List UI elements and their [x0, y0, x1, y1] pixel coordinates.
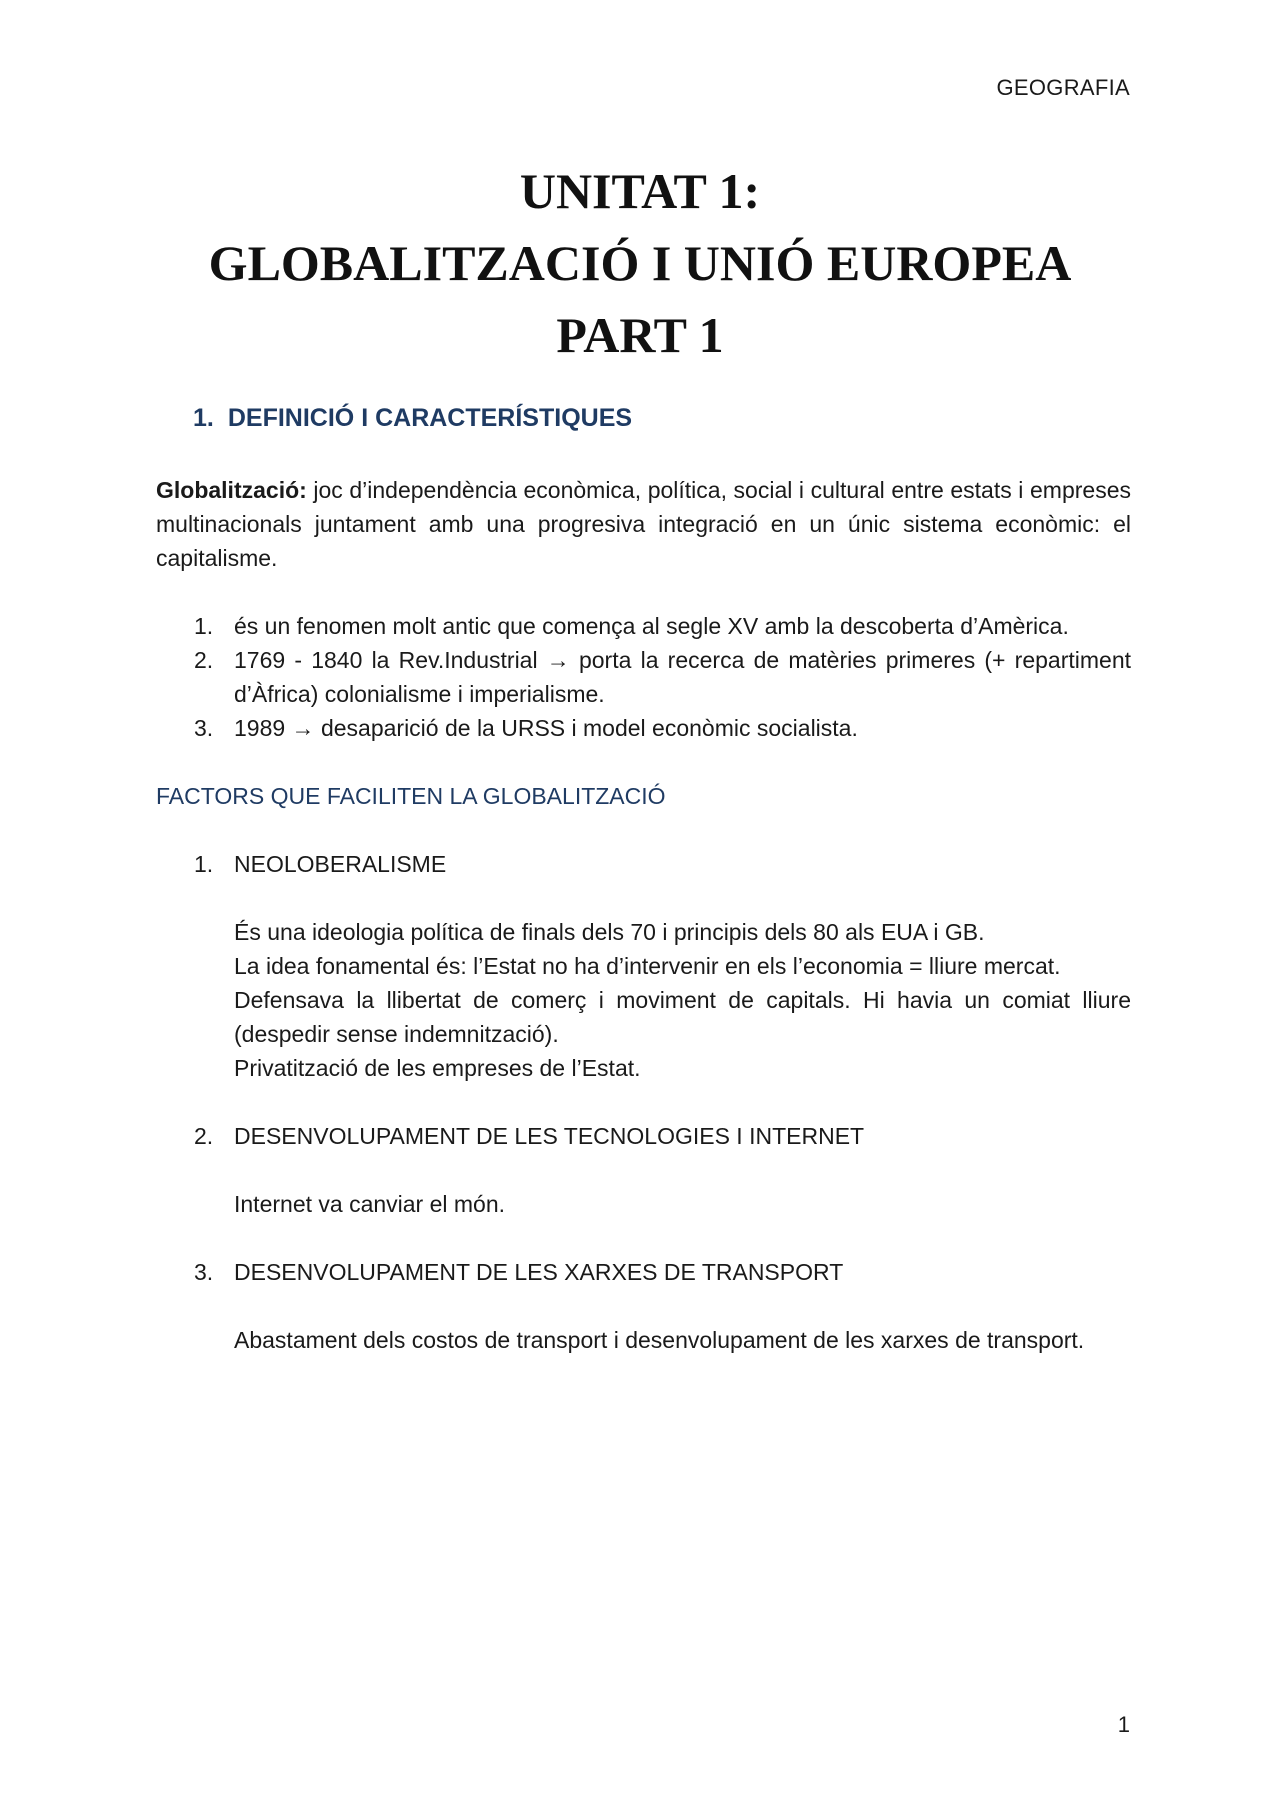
- list-marker: 1.: [194, 851, 214, 877]
- page-header-subject: GEOGRAFIA: [996, 75, 1130, 100]
- factor-line: Defensava la llibertat de comerç i moviment de capitals. Hi havia un comiat lliure (despedir sense indemnització).: [234, 987, 1131, 1047]
- factor-line: És una ideologia política de finals dels 70 i principis dels 80 als EUA i GB.: [234, 919, 985, 945]
- list-marker: 2.: [194, 1123, 214, 1149]
- factor-line: Privatització de les empreses de l’Estat.: [234, 1055, 641, 1081]
- factors-list: [156, 847, 1131, 1357]
- factor-title: NEOLOBERALISME: [234, 851, 447, 877]
- list-item: [156, 711, 1131, 745]
- section-heading: [193, 404, 632, 433]
- factor-line: La idea fonamental és: l’Estat no ha d’intervenir en els l’economia = lliure mercat.: [234, 953, 1061, 979]
- list-marker: 1.: [194, 613, 214, 639]
- list-marker: 3.: [194, 1259, 214, 1285]
- page-number: 1: [1117, 1712, 1130, 1737]
- history-list: [156, 609, 1131, 745]
- factor-title: DESENVOLUPAMENT DE LES XARXES DE TRANSPORT: [234, 1259, 844, 1285]
- factor-title: DESENVOLUPAMENT DE LES TECNOLOGIES I INTERNET: [234, 1123, 865, 1149]
- definition-text: joc d’independència econòmica, política, social i cultural entre estats i empreses multinacionals juntament amb una progresiva integració en un únic sistema econòmic: el capitalisme.: [156, 477, 1131, 571]
- factor-item: [156, 1255, 1131, 1357]
- factors-heading: FACTORS QUE FACILITEN LA GLOBALITZACIÓ: [156, 783, 666, 809]
- title-line-2: GLOBALITZACIÓ I UNIÓ EUROPEA: [208, 235, 1072, 291]
- list-item-text: és un fenomen molt antic que comença al segle XV amb la descoberta d’Amèrica.: [234, 613, 1069, 639]
- list-marker: 2.: [194, 647, 214, 673]
- section-label: DEFINICIÓ I CARACTERÍSTIQUES: [227, 404, 633, 432]
- list-item-text: 1989 → desaparició de la URSS i model econòmic socialista.: [234, 715, 858, 741]
- factor-line: Abastament dels costos de transport i desenvolupament de les xarxes de transport.: [234, 1327, 1085, 1353]
- factor-item: [156, 847, 1131, 1085]
- factor-body: [234, 915, 1131, 1085]
- title-line-3: PART 1: [556, 307, 724, 363]
- factor-body: [234, 1187, 1131, 1221]
- factor-body: [234, 1323, 1131, 1357]
- document-title: [0, 155, 1280, 371]
- list-marker: 3.: [194, 715, 214, 741]
- main-content: [156, 473, 1131, 1391]
- factor-item: [156, 1119, 1131, 1221]
- factor-line: Internet va canviar el món.: [234, 1191, 506, 1217]
- definition-term: Globalització:: [156, 477, 307, 503]
- definition-paragraph: [156, 473, 1131, 575]
- title-line-1: UNITAT 1:: [519, 163, 761, 219]
- section-number: 1.: [193, 404, 214, 432]
- list-item-text: 1769 - 1840 la Rev.Industrial → porta la recerca de matèries primeres (+ repartiment d’Àfrica) colonialisme i imperialisme.: [234, 647, 1131, 707]
- list-item: [156, 609, 1131, 643]
- list-item: [156, 643, 1131, 711]
